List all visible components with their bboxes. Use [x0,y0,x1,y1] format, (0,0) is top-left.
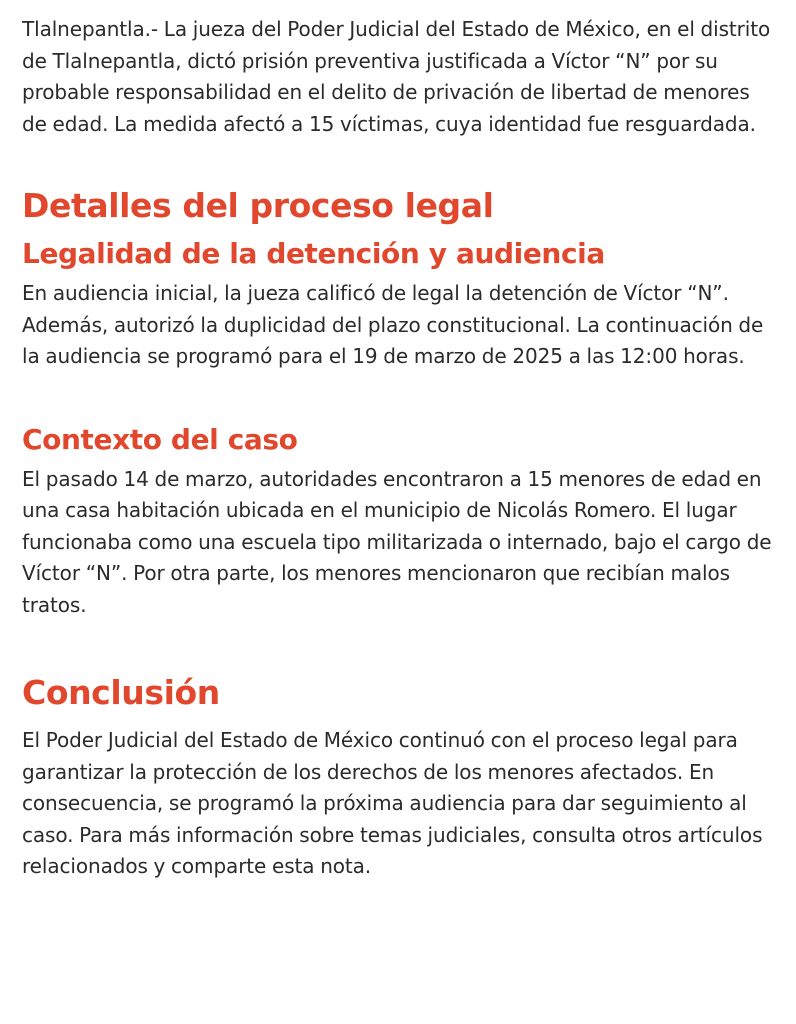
subheading-detention-hearing: Legalidad de la detención y audiencia [22,237,605,270]
intro-paragraph: Tlalnepantla.- La jueza del Poder Judicial del Estado de México, en el distrito de Tlalnepantla, dictó prisión preventiva justificada a Víctor “N” por su probable responsabilidad en el delito de privación de libertad de menores de edad. La medida afectó a 15 víctimas, cuya identidad fue resguardada. [22,17,771,136]
section-heading-conclusion: Conclusión [22,673,220,712]
subheading-case-context: Contexto del caso [22,422,298,456]
detention-hearing-paragraph: En audiencia inicial, la jueza calificó de legal la detención de Víctor “N”. Además, autorizó la duplicidad del plazo constitucional. La continuación de la audiencia se programó para el 19 de marzo de 2025 a las 12:00 horas. [22,281,764,368]
case-context-paragraph: El pasado 14 de marzo, autoridades encontraron a 15 menores de edad en una casa habitación ubicada en el municipio de Nicolás Romero. El lugar funcionaba como una escuela tipo militarizada o internado, bajo el cargo de Víctor “N”. Por otra parte, los menores mencionaron que recibían malos tratos. [22,466,772,617]
conclusion-paragraph: El Poder Judicial del Estado de México continuó con el proceso legal para garantizar la protección de los derechos de los menores afectados. En consecuencia, se programó la próxima audiencia para dar seguimiento al caso. Para más información sobre temas judiciales, consulta otros artículos relacionados y comparte esta nota. [22,728,763,878]
section-heading-legal-process: Detalles del proceso legal [22,186,494,225]
